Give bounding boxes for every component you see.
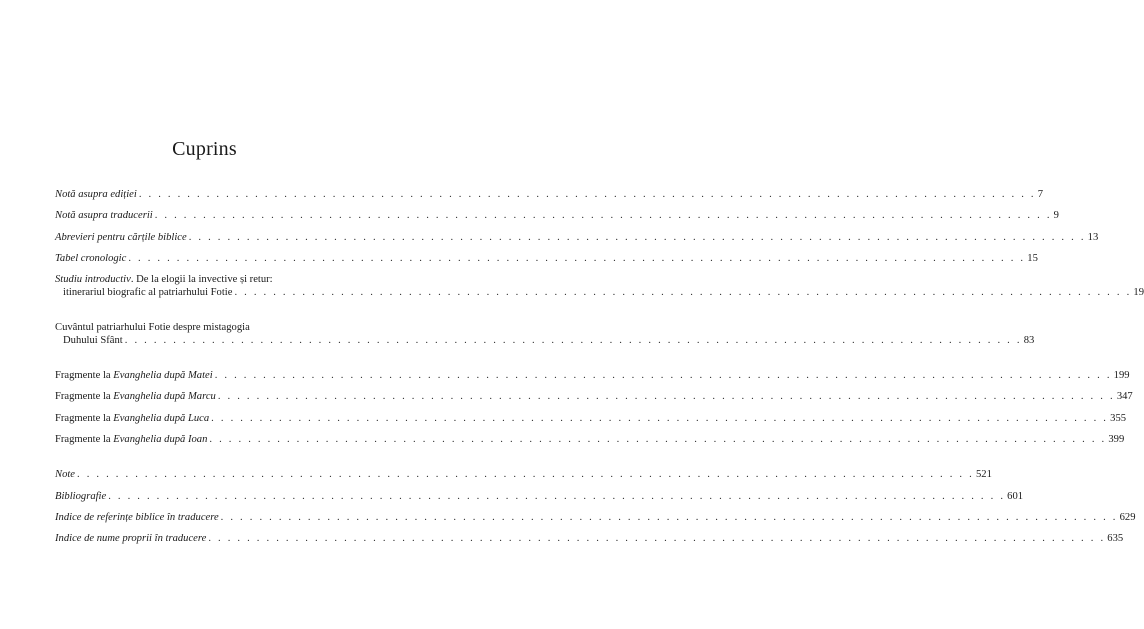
toc-entry-label: Note	[55, 469, 76, 481]
toc-entry-label-line1: Cuvântul patriarhului Fotie despre mistagogia	[55, 322, 250, 334]
toc-entry-fragmente-marcu	[55, 390, 1133, 411]
leader-dots	[234, 286, 1131, 299]
toc-entry-nota-editiei	[55, 188, 1044, 209]
table-of-contents	[55, 188, 1144, 554]
leader-dots	[218, 390, 1115, 403]
page-title: Cuprins	[172, 138, 237, 160]
toc-entry-label: Bibliografie	[55, 490, 107, 502]
toc-entry-page: 399	[1108, 434, 1125, 446]
leader-dots	[221, 511, 1118, 524]
toc-entry-page: 13	[1087, 231, 1099, 243]
toc-entry-abrevieri	[55, 231, 1099, 252]
toc-entry-page: 601	[1007, 490, 1024, 502]
toc-entry-fragmente-matei	[55, 369, 1130, 390]
toc-entry-label: Notă asupra traducerii	[55, 210, 153, 222]
toc-entry-label: Fragmente la Evanghelia după Luca	[55, 412, 210, 424]
toc-entry-page: 19	[1133, 287, 1144, 299]
leader-dots	[139, 188, 1036, 201]
leader-dots	[208, 532, 1105, 545]
toc-entry-fragmente-ioan	[55, 433, 1125, 454]
toc-entry-label: Indice de referințe biblice în traducere	[55, 511, 219, 523]
toc-entry-label: Tabel cronologic	[55, 252, 127, 264]
toc-entry-label: Indice de nume proprii în traducere	[55, 533, 207, 545]
toc-entry-label: Fragmente la Evanghelia după Matei	[55, 370, 213, 382]
toc-entry-label-italic: Studiu introductiv	[55, 274, 131, 286]
toc-entry-label: Fragmente la Evanghelia după Ioan	[55, 434, 208, 446]
toc-entry-page: 9	[1053, 210, 1059, 222]
leader-dots	[215, 369, 1112, 382]
toc-entry-indice-nume	[55, 532, 1124, 553]
toc-entry-tabel-cronologic	[55, 252, 1038, 273]
toc-entry-label: Fragmente la Evanghelia după Marcu	[55, 391, 216, 403]
toc-entry-indice-referinte	[55, 511, 1136, 532]
leader-dots	[155, 209, 1052, 222]
toc-entry-page: 83	[1023, 335, 1035, 347]
toc-entry-label: Abrevieri pentru cărțile biblice	[55, 231, 187, 243]
toc-entry-studiu-introductiv	[55, 273, 1144, 307]
toc-entry-page: 15	[1027, 252, 1038, 264]
leader-dots	[211, 412, 1108, 425]
toc-entry-bibliografie	[55, 490, 1024, 511]
toc-entry-note	[55, 468, 992, 489]
toc-entry-page: 7	[1037, 189, 1044, 200]
leader-dots	[108, 490, 1005, 503]
leader-dots	[189, 231, 1086, 244]
leader-dots	[128, 252, 1025, 265]
leader-dots	[209, 433, 1106, 446]
toc-entry-label: Notă asupra ediției	[55, 189, 137, 200]
toc-entry-page: 355	[1110, 412, 1127, 424]
toc-entry-page: 629	[1119, 511, 1136, 523]
toc-entry-label-rest: . De la elogii la invective și retur:	[130, 274, 273, 286]
toc-entry-page: 521	[975, 469, 992, 481]
toc-entry-page: 199	[1113, 370, 1130, 382]
leader-dots	[125, 334, 1022, 347]
toc-entry-page: 635	[1107, 533, 1124, 545]
toc-entry-page: 347	[1116, 391, 1133, 403]
toc-entry-cuvantul-patriarhului	[55, 321, 1035, 355]
toc-entry-fragmente-luca	[55, 412, 1127, 433]
toc-entry-nota-traducerii	[55, 209, 1059, 230]
toc-entry-label-line2: Duhului Sfânt	[63, 335, 123, 347]
leader-dots	[77, 468, 974, 481]
toc-entry-label-line2: itinerariul biografic al patriarhului Fotie	[63, 287, 233, 299]
